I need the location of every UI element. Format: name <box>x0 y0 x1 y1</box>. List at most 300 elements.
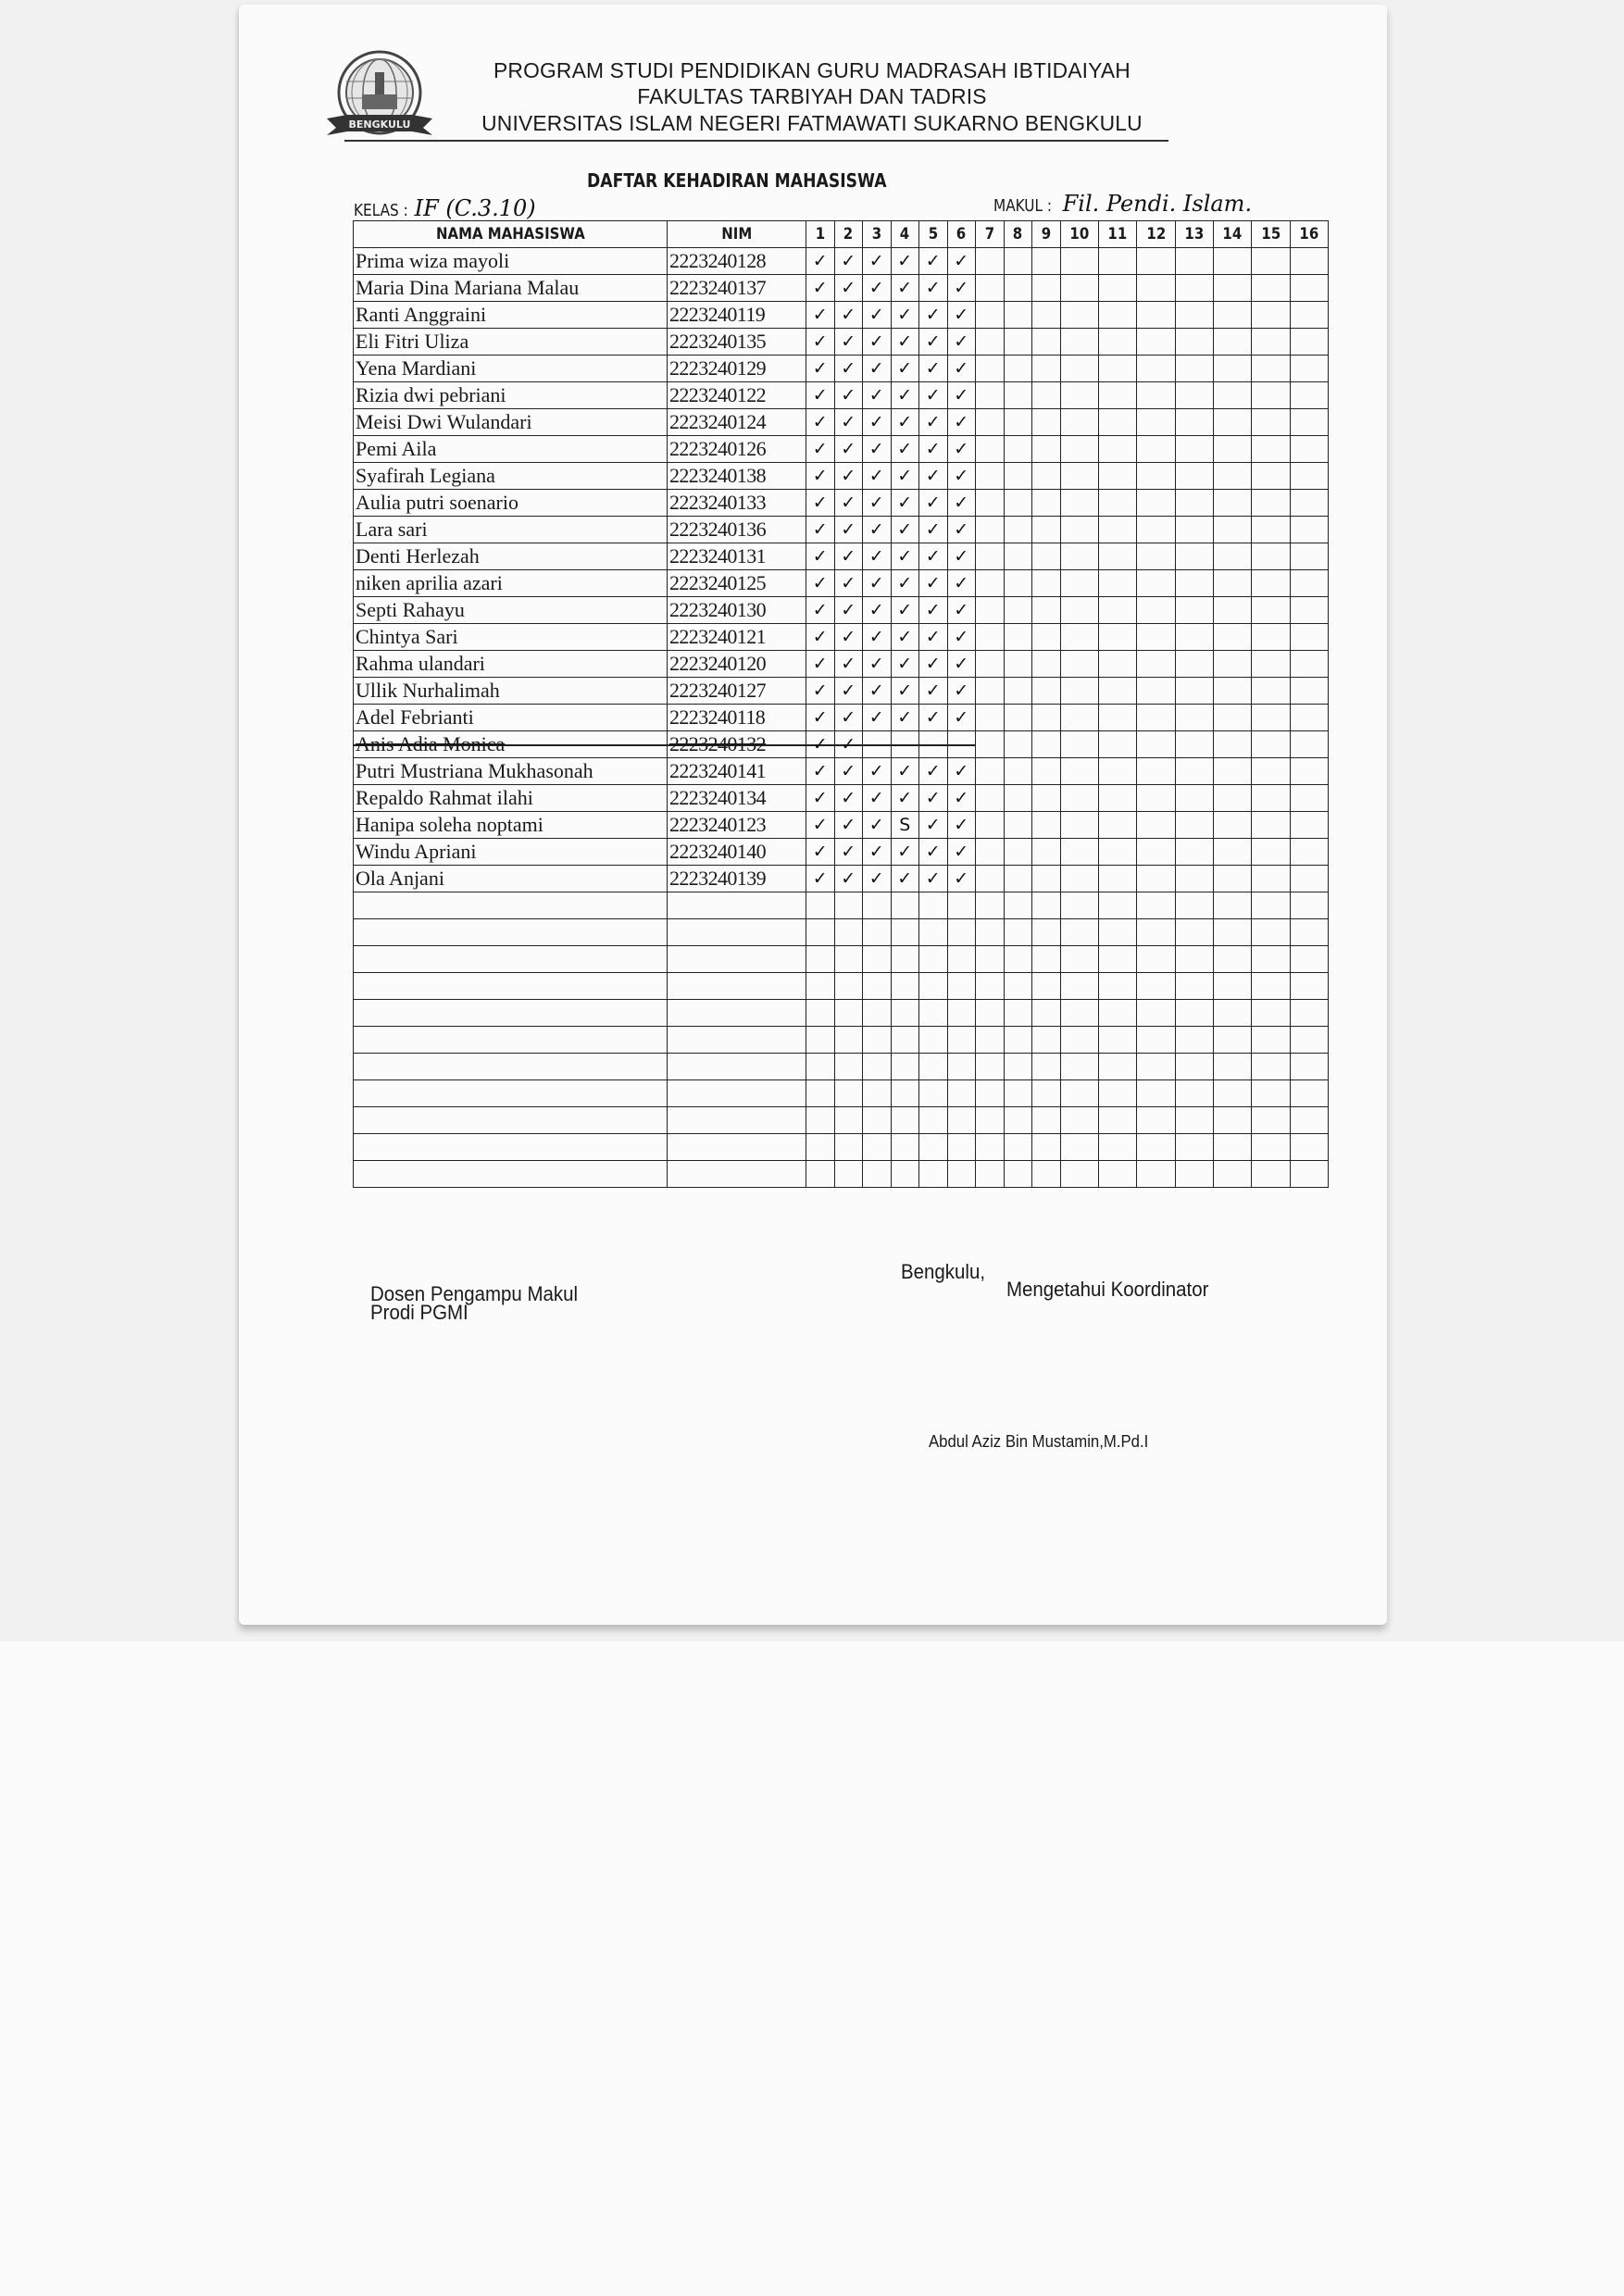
empty-cell <box>891 1107 919 1134</box>
attendance-check-icon: ✓ <box>919 758 948 785</box>
student-name: Yena Mardiani <box>354 356 668 382</box>
attendance-cell <box>1060 356 1098 382</box>
attendance-cell <box>1290 839 1328 866</box>
student-nim: 2223240133 <box>668 490 806 517</box>
empty-cell <box>1137 1161 1175 1188</box>
student-nim: 2223240129 <box>668 356 806 382</box>
empty-cell <box>976 1000 1005 1027</box>
empty-cell <box>1098 1000 1136 1027</box>
attendance-check-icon: ✓ <box>919 624 948 651</box>
attendance-cell <box>1032 866 1061 892</box>
empty-cell <box>1060 1054 1098 1080</box>
attendance-cell <box>1032 329 1061 356</box>
attendance-cell <box>1290 490 1328 517</box>
attendance-cell <box>1004 812 1032 839</box>
attendance-cell <box>1252 490 1290 517</box>
empty-cell <box>1175 1054 1213 1080</box>
attendance-cell <box>1098 543 1136 570</box>
attendance-check-icon: ✓ <box>891 356 919 382</box>
empty-cell <box>919 973 948 1000</box>
attendance-check-icon: ✓ <box>863 248 892 275</box>
student-name: Windu Apriani <box>354 839 668 866</box>
student-nim: 2223240137 <box>668 275 806 302</box>
student-name: niken aprilia azari <box>354 570 668 597</box>
makul-label: MAKUL : <box>993 196 1053 216</box>
attendance-check-icon: ✓ <box>947 678 976 705</box>
attendance-cell <box>1060 678 1098 705</box>
attendance-cell <box>1137 570 1175 597</box>
empty-cell <box>1060 973 1098 1000</box>
column-header-label: NIM <box>720 225 752 243</box>
attendance-cell <box>1004 597 1032 624</box>
attendance-cell <box>1060 302 1098 329</box>
attendance-cell <box>1098 356 1136 382</box>
student-name: Rahma ulandari <box>354 651 668 678</box>
attendance-cell <box>1137 785 1175 812</box>
attendance-check-icon: ✓ <box>834 812 863 839</box>
empty-cell <box>947 919 976 946</box>
empty-cell <box>834 946 863 973</box>
attendance-check-icon: ✓ <box>891 490 919 517</box>
attendance-check-icon: ✓ <box>806 329 835 356</box>
attendance-check-icon: S <box>891 812 919 839</box>
student-nim: 2223240135 <box>668 329 806 356</box>
attendance-check-icon: ✓ <box>834 543 863 570</box>
attendance-cell <box>1175 570 1213 597</box>
table-row <box>354 866 1329 892</box>
attendance-cell <box>1004 678 1032 705</box>
table-row <box>354 436 1329 463</box>
empty-cell <box>891 1161 919 1188</box>
attendance-cell <box>1214 731 1252 758</box>
student-name: Prima wiza mayoli <box>354 248 668 275</box>
attendance-check-icon: ✓ <box>863 624 892 651</box>
attendance-check-icon: ✓ <box>834 624 863 651</box>
empty-cell <box>354 1107 668 1134</box>
attendance-cell <box>1032 839 1061 866</box>
attendance-check-icon: ✓ <box>806 409 835 436</box>
attendance-cell <box>1098 758 1136 785</box>
attendance-cell <box>1137 866 1175 892</box>
attendance-cell <box>1004 758 1032 785</box>
empty-cell <box>1004 919 1032 946</box>
attendance-check-icon: ✓ <box>806 382 835 409</box>
attendance-cell <box>1175 382 1213 409</box>
attendance-check-icon: ✓ <box>834 651 863 678</box>
student-nim: 2223240138 <box>668 463 806 490</box>
attendance-check-icon: ✓ <box>947 543 976 570</box>
attendance-check-icon: ✓ <box>947 463 976 490</box>
attendance-cell <box>1060 382 1098 409</box>
makul-value: Fil. Pendi. Islam. <box>1062 191 1253 217</box>
attendance-check-icon: ✓ <box>863 785 892 812</box>
empty-cell <box>1214 1107 1252 1134</box>
empty-cell <box>1098 892 1136 919</box>
attendance-check-icon: ✓ <box>806 543 835 570</box>
attendance-check-icon: ✓ <box>834 490 863 517</box>
attendance-cell <box>1032 409 1061 436</box>
empty-cell <box>947 1000 976 1027</box>
attendance-check-icon: ✓ <box>806 463 835 490</box>
empty-cell <box>834 973 863 1000</box>
attendance-check-icon: ✓ <box>806 570 835 597</box>
attendance-cell <box>1032 758 1061 785</box>
attendance-check-icon: ✓ <box>834 785 863 812</box>
attendance-cell <box>1290 866 1328 892</box>
attendance-cell <box>1032 275 1061 302</box>
empty-cell <box>1214 919 1252 946</box>
table-row <box>354 329 1329 356</box>
empty-cell <box>668 1027 806 1054</box>
attendance-cell <box>976 785 1005 812</box>
table-row <box>354 275 1329 302</box>
empty-cell <box>919 1161 948 1188</box>
attendance-cell <box>1004 463 1032 490</box>
attendance-cell <box>1252 543 1290 570</box>
attendance-cell <box>1137 731 1175 758</box>
attendance-cell <box>1290 624 1328 651</box>
empty-cell <box>1032 1027 1061 1054</box>
attendance-check-icon: ✓ <box>947 812 976 839</box>
empty-cell <box>1252 1080 1290 1107</box>
attendance-check-icon: ✓ <box>863 409 892 436</box>
student-nim: 2223240123 <box>668 812 806 839</box>
attendance-cell <box>976 275 1005 302</box>
attendance-cell <box>1098 839 1136 866</box>
attendance-cell <box>1175 866 1213 892</box>
attendance-check-icon: ✓ <box>834 436 863 463</box>
empty-cell <box>1252 946 1290 973</box>
empty-cell <box>1032 946 1061 973</box>
attendance-cell <box>1060 785 1098 812</box>
attendance-cell <box>1214 651 1252 678</box>
attendance-cell <box>1004 839 1032 866</box>
attendance-cell <box>1252 382 1290 409</box>
column-header-label: 6 <box>956 225 967 243</box>
attendance-check-icon: ✓ <box>919 785 948 812</box>
column-header-meeting <box>1175 221 1213 248</box>
attendance-check-icon: ✓ <box>891 866 919 892</box>
empty-cell <box>354 946 668 973</box>
student-name: Repaldo Rahmat ilahi <box>354 785 668 812</box>
empty-cell <box>1290 892 1328 919</box>
empty-cell <box>919 1107 948 1134</box>
attendance-check-icon: ✓ <box>919 302 948 329</box>
attendance-cell <box>1060 275 1098 302</box>
attendance-cell <box>1175 543 1213 570</box>
attendance-cell <box>1098 248 1136 275</box>
attendance-cell <box>1004 651 1032 678</box>
attendance-cell <box>1060 490 1098 517</box>
attendance-cell <box>976 624 1005 651</box>
attendance-check-icon: ✓ <box>863 839 892 866</box>
empty-cell <box>976 1161 1005 1188</box>
empty-cell <box>1290 1107 1328 1134</box>
empty-cell <box>1004 892 1032 919</box>
footer-prodi: Prodi PGMI <box>370 1301 468 1324</box>
empty-cell <box>1137 1000 1175 1027</box>
attendance-check-icon: ✓ <box>863 651 892 678</box>
attendance-check-icon: ✓ <box>806 490 835 517</box>
empty-cell <box>919 1000 948 1027</box>
attendance-check-icon: ✓ <box>834 597 863 624</box>
attendance-cell <box>1290 812 1328 839</box>
column-header-label: 4 <box>900 225 910 243</box>
student-nim: 2223240124 <box>668 409 806 436</box>
attendance-check-icon: ✓ <box>863 436 892 463</box>
empty-cell <box>919 946 948 973</box>
column-header-label: 12 <box>1146 225 1166 243</box>
empty-cell <box>806 1000 835 1027</box>
attendance-check-icon: ✓ <box>919 329 948 356</box>
column-header-meeting <box>806 221 835 248</box>
attendance-cell <box>1137 597 1175 624</box>
empty-cell <box>1060 919 1098 946</box>
column-header-label: 13 <box>1184 225 1205 243</box>
attendance-cell <box>1060 597 1098 624</box>
attendance-check-icon: ✓ <box>806 356 835 382</box>
attendance-cell <box>1252 624 1290 651</box>
attendance-check-icon: ✓ <box>806 758 835 785</box>
attendance-cell <box>1098 329 1136 356</box>
empty-cell <box>1290 919 1328 946</box>
column-header-meeting <box>1252 221 1290 248</box>
empty-cell <box>1252 1000 1290 1027</box>
empty-cell <box>1060 1000 1098 1027</box>
column-header-label: 1 <box>815 225 825 243</box>
empty-table-row <box>354 1054 1329 1080</box>
attendance-cell <box>1004 409 1032 436</box>
attendance-cell <box>1137 651 1175 678</box>
empty-cell <box>354 892 668 919</box>
attendance-check-icon: ✓ <box>891 302 919 329</box>
column-header-name <box>354 221 668 248</box>
attendance-cell <box>1060 248 1098 275</box>
attendance-check-icon: ✓ <box>806 624 835 651</box>
attendance-cell <box>976 731 1005 758</box>
attendance-check-icon: ✓ <box>947 302 976 329</box>
empty-cell <box>1252 919 1290 946</box>
header-program: PROGRAM STUDI PENDIDIKAN GURU MADRASAH IBTIDAIYAH <box>493 58 1131 82</box>
column-header-label: 11 <box>1107 225 1128 243</box>
column-header-label: NAMA MAHASISWA <box>435 225 585 243</box>
kelas-value: IF (C.3.10) <box>414 195 536 221</box>
attendance-cell <box>1032 678 1061 705</box>
attendance-check-icon: ✓ <box>919 248 948 275</box>
attendance-cell <box>1098 275 1136 302</box>
attendance-cell <box>1137 329 1175 356</box>
empty-cell <box>947 1107 976 1134</box>
attendance-cell <box>1098 570 1136 597</box>
empty-cell <box>1137 1107 1175 1134</box>
attendance-cell <box>976 356 1005 382</box>
student-name: Rizia dwi pebriani <box>354 382 668 409</box>
empty-cell <box>668 946 806 973</box>
empty-cell <box>806 946 835 973</box>
attendance-cell <box>1032 785 1061 812</box>
empty-cell <box>354 1080 668 1107</box>
empty-cell <box>947 1027 976 1054</box>
attendance-cell <box>1004 866 1032 892</box>
attendance-cell <box>1060 651 1098 678</box>
attendance-check-icon: ✓ <box>863 329 892 356</box>
attendance-cell <box>1214 436 1252 463</box>
empty-table-row <box>354 1107 1329 1134</box>
attendance-check-icon: ✓ <box>806 705 835 731</box>
attendance-cell <box>1060 866 1098 892</box>
attendance-check-icon: ✓ <box>947 866 976 892</box>
attendance-cell <box>1060 543 1098 570</box>
empty-cell <box>1175 892 1213 919</box>
empty-cell <box>1252 1054 1290 1080</box>
student-name: Hanipa soleha noptami <box>354 812 668 839</box>
student-nim: 2223240128 <box>668 248 806 275</box>
empty-cell <box>863 1000 892 1027</box>
empty-cell <box>806 1134 835 1161</box>
empty-cell <box>1290 1027 1328 1054</box>
attendance-cell <box>1175 248 1213 275</box>
empty-cell <box>919 919 948 946</box>
empty-cell <box>834 1054 863 1080</box>
empty-cell <box>1214 1080 1252 1107</box>
empty-cell <box>891 1080 919 1107</box>
attendance-cell <box>1060 436 1098 463</box>
empty-cell <box>891 1134 919 1161</box>
column-header-nim <box>668 221 806 248</box>
attendance-cell <box>1004 248 1032 275</box>
attendance-cell <box>1214 409 1252 436</box>
attendance-check-icon: ✓ <box>863 275 892 302</box>
attendance-check-icon: ✓ <box>919 678 948 705</box>
attendance-cell <box>1060 624 1098 651</box>
table-row <box>354 705 1329 731</box>
empty-cell <box>1032 1161 1061 1188</box>
attendance-cell <box>1137 490 1175 517</box>
column-header-label: 5 <box>928 225 938 243</box>
empty-table-row <box>354 919 1329 946</box>
empty-cell <box>947 973 976 1000</box>
attendance-cell <box>1175 436 1213 463</box>
attendance-check-icon: ✓ <box>947 436 976 463</box>
attendance-cell <box>1290 382 1328 409</box>
empty-cell <box>1032 1107 1061 1134</box>
attendance-cell <box>1098 624 1136 651</box>
attendance-cell <box>1175 758 1213 785</box>
empty-cell <box>1214 1027 1252 1054</box>
empty-cell <box>1252 1027 1290 1054</box>
table-row <box>354 570 1329 597</box>
empty-cell <box>668 1054 806 1080</box>
empty-cell <box>863 1080 892 1107</box>
empty-cell <box>1252 1134 1290 1161</box>
empty-cell <box>947 946 976 973</box>
attendance-check-icon: ✓ <box>891 409 919 436</box>
student-nim: 2223240132 <box>668 731 806 758</box>
attendance-cell <box>1252 248 1290 275</box>
attendance-cell <box>1060 758 1098 785</box>
empty-cell <box>976 919 1005 946</box>
attendance-check-icon: ✓ <box>806 731 835 758</box>
column-header-meeting <box>1290 221 1328 248</box>
empty-cell <box>1098 1107 1136 1134</box>
empty-cell <box>1004 1054 1032 1080</box>
student-nim: 2223240136 <box>668 517 806 543</box>
empty-cell <box>354 919 668 946</box>
attendance-cell <box>1032 356 1061 382</box>
column-header-label: 7 <box>984 225 994 243</box>
attendance-cell <box>1137 248 1175 275</box>
attendance-cell <box>1004 382 1032 409</box>
attendance-cell <box>1252 329 1290 356</box>
empty-cell <box>1137 919 1175 946</box>
empty-cell <box>1137 1080 1175 1107</box>
empty-cell <box>1290 1000 1328 1027</box>
header-divider <box>344 140 1168 142</box>
attendance-cell <box>1098 651 1136 678</box>
empty-cell <box>863 1054 892 1080</box>
attendance-cell <box>976 705 1005 731</box>
empty-cell <box>891 946 919 973</box>
empty-cell <box>806 1080 835 1107</box>
attendance-cell <box>976 758 1005 785</box>
table-row <box>354 812 1329 839</box>
attendance-check-icon: ✓ <box>919 839 948 866</box>
table-row <box>354 543 1329 570</box>
attendance-check-icon: ✓ <box>891 329 919 356</box>
empty-cell <box>947 1054 976 1080</box>
empty-cell <box>1137 946 1175 973</box>
attendance-cell <box>1032 302 1061 329</box>
attendance-cell <box>1252 302 1290 329</box>
empty-cell <box>863 892 892 919</box>
attendance-cell <box>1290 463 1328 490</box>
attendance-cell <box>1214 758 1252 785</box>
attendance-cell <box>1032 597 1061 624</box>
column-header-label: 14 <box>1222 225 1243 243</box>
attendance-cell <box>976 812 1005 839</box>
student-name: Pemi Aila <box>354 436 668 463</box>
empty-cell <box>863 1027 892 1054</box>
empty-cell <box>976 1027 1005 1054</box>
attendance-cell <box>1290 678 1328 705</box>
attendance-check-icon: ✓ <box>947 275 976 302</box>
attendance-cell <box>1098 463 1136 490</box>
attendance-cell <box>976 463 1005 490</box>
empty-cell <box>806 1107 835 1134</box>
attendance-cell <box>1290 329 1328 356</box>
student-name: Adel Febrianti <box>354 705 668 731</box>
attendance-check-icon: ✓ <box>863 597 892 624</box>
attendance-cell <box>1252 839 1290 866</box>
attendance-cell <box>976 329 1005 356</box>
student-name: Lara sari <box>354 517 668 543</box>
student-name: Septi Rahayu <box>354 597 668 624</box>
attendance-check-icon: ✓ <box>806 517 835 543</box>
kelas-field <box>354 195 536 221</box>
attendance-cell <box>1137 812 1175 839</box>
attendance-check-icon: ✓ <box>947 758 976 785</box>
attendance-check-icon: ✓ <box>947 490 976 517</box>
student-nim: 2223240122 <box>668 382 806 409</box>
column-header-label: 9 <box>1041 225 1051 243</box>
attendance-cell <box>1175 678 1213 705</box>
column-header-meeting <box>1060 221 1098 248</box>
attendance-cell <box>1004 570 1032 597</box>
attendance-cell <box>1137 678 1175 705</box>
column-header-label: 3 <box>871 225 881 243</box>
attendance-cell <box>1290 517 1328 543</box>
student-nim: 2223240141 <box>668 758 806 785</box>
